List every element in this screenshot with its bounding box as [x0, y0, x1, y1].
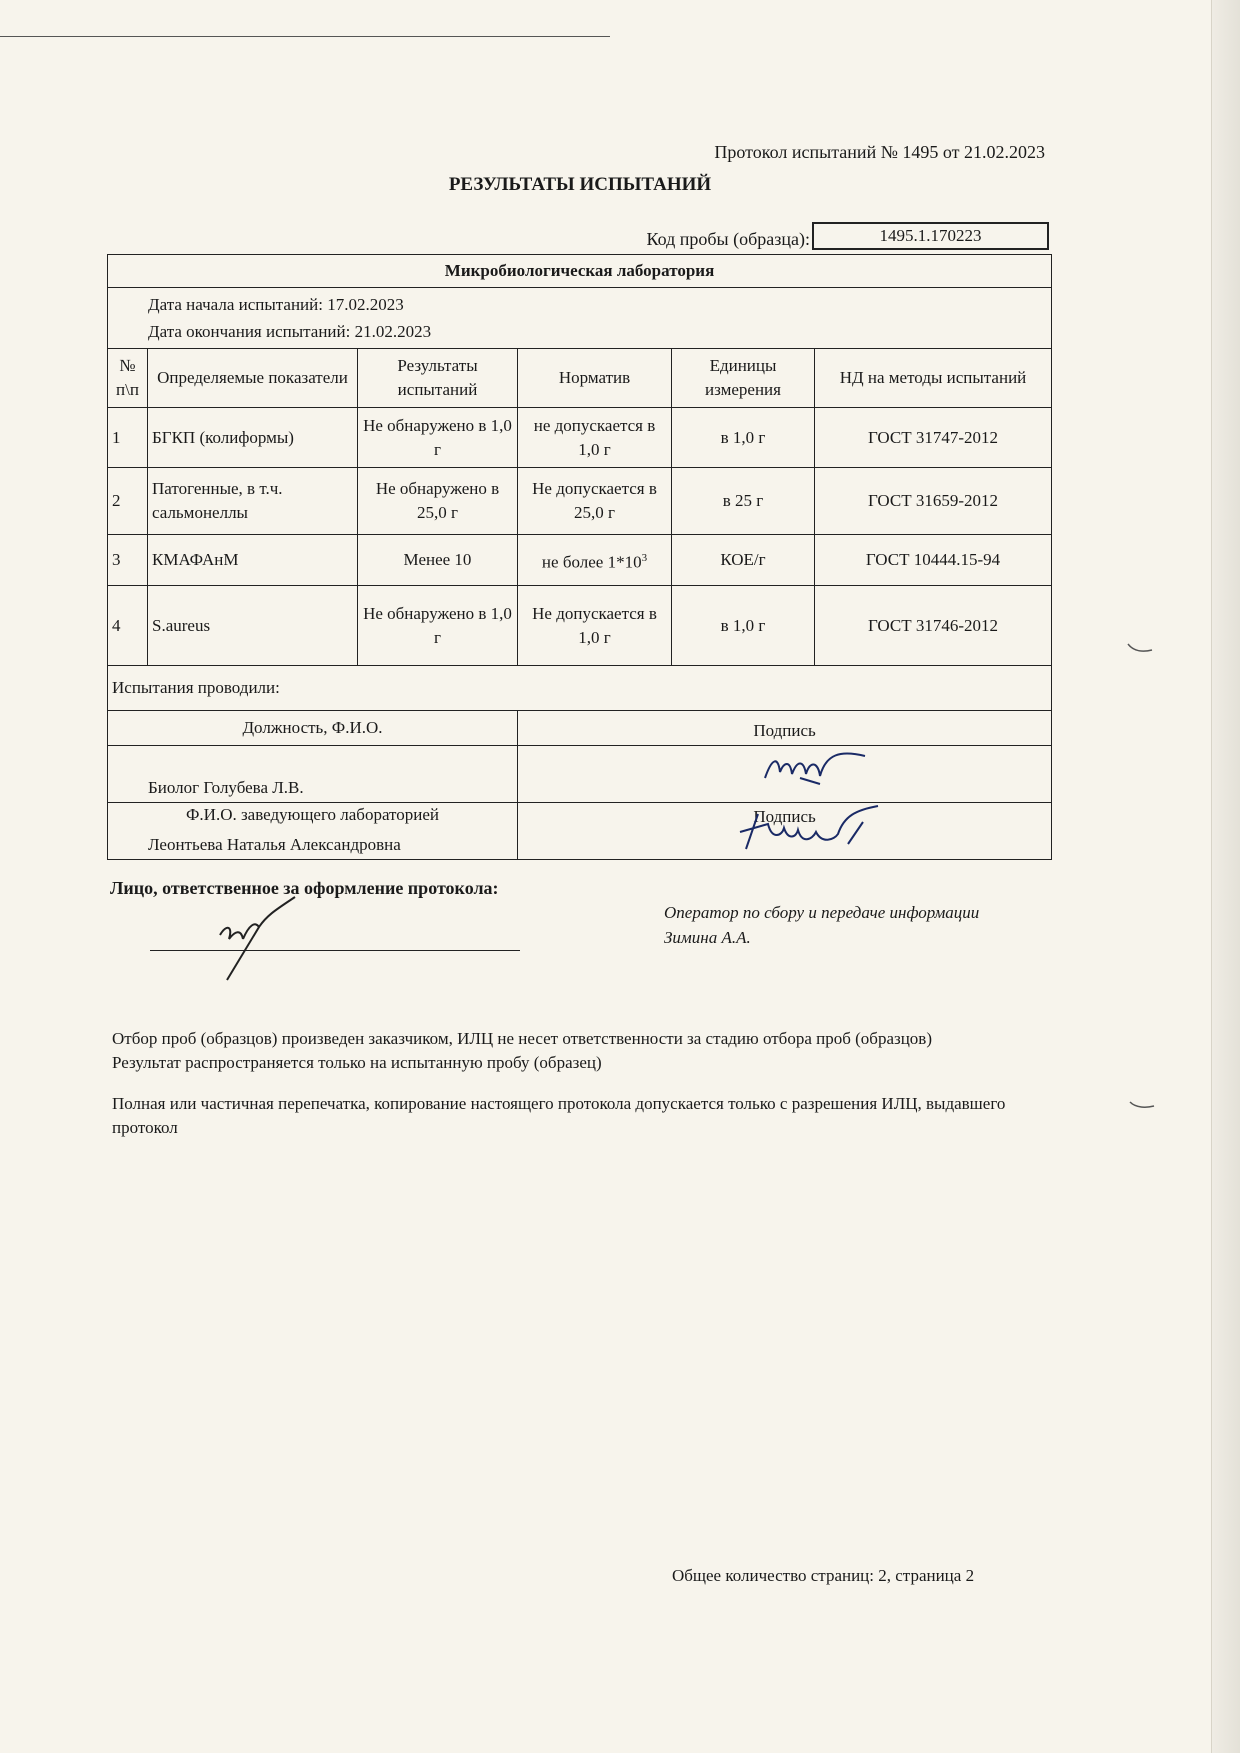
row-indicator: БГКП (колиформы) [148, 408, 358, 468]
table-row [108, 586, 1052, 666]
col-header-norm: Норматив [518, 349, 672, 408]
table-row [108, 468, 1052, 535]
row-method: ГОСТ 31659-2012 [815, 468, 1052, 535]
row-num: 2 [108, 468, 148, 535]
row-num: 4 [108, 586, 148, 666]
row-num: 1 [108, 408, 148, 468]
sample-code-box: 1495.1.170223 [812, 222, 1049, 250]
operator-title: Оператор по сбору и передаче информации [664, 903, 980, 922]
head-name: Леонтьева Наталья Александровна [148, 835, 401, 854]
responsible-signature-icon [215, 895, 305, 985]
tester-name: Биолог Голубева Л.В. [108, 746, 518, 803]
page-count: Общее количество страниц: 2, страница 2 [672, 1566, 975, 1585]
responsible-label: Лицо, ответственное за оформление протокола: [110, 878, 499, 898]
col-header-method: НД на методы испытаний [815, 349, 1052, 408]
row-result: Не обнаружено в 25,0 г [358, 468, 518, 535]
position-header: Должность, Ф.И.О. [108, 711, 518, 746]
tester-signature-icon [760, 748, 870, 788]
row-norm: Не допускается в 25,0 г [518, 468, 672, 535]
row-norm [518, 535, 672, 586]
lab-name: Микробиологическая лаборатория [108, 255, 1052, 288]
head-signature-header: Подпись [753, 807, 816, 826]
operator-name: Зимина А.А. [664, 928, 751, 947]
head-label: Ф.И.О. заведующего лабораторией [185, 805, 439, 824]
table-row [108, 535, 1052, 586]
row-unit: в 25 г [672, 468, 815, 535]
conducted-label: Испытания проводили: [108, 666, 1052, 711]
signature-header: Подпись [518, 711, 1052, 746]
note-result: Результат распространяется только на испытанную пробу (образец) [112, 1053, 602, 1072]
row-method: ГОСТ 10444.15-94 [815, 535, 1052, 586]
col-header-unit: Единицы измерения [672, 349, 815, 408]
sampling-note [112, 1027, 1052, 1075]
row-unit: КОЕ/г [672, 535, 815, 586]
end-date: Дата окончания испытаний: 21.02.2023 [148, 322, 432, 341]
table-header-row [108, 349, 1052, 408]
norm-base: не более 1*10 [541, 552, 642, 572]
col-header-indicator: Определяемые показатели [148, 349, 358, 408]
row-indicator: Патогенные, в т.ч. сальмонеллы [148, 468, 358, 535]
sample-code-label: Код пробы (образца): [646, 229, 810, 249]
results-table [107, 254, 1052, 860]
col-header-result: Результаты испытаний [358, 349, 518, 408]
protocol-number: Протокол испытаний № 1495 от 21.02.2023 [714, 142, 1045, 162]
scan-mark-icon [1128, 1100, 1156, 1110]
row-norm: не допускается в 1,0 г [518, 408, 672, 468]
row-unit: в 1,0 г [672, 586, 815, 666]
row-norm: Не допускается в 1,0 г [518, 586, 672, 666]
col-header-num: № п\п [108, 349, 148, 408]
test-dates [108, 288, 1052, 349]
norm-exponent: 3 [641, 551, 648, 564]
row-result: Менее 10 [358, 535, 518, 586]
scan-mark-icon [1126, 642, 1154, 654]
copy-note: Полная или частичная перепечатка, копирование настоящего протокола допускается только с разрешения ИЛЦ, выдавшего протокол [112, 1094, 1006, 1137]
top-rule [0, 36, 610, 37]
row-indicator: КМАФАнМ [148, 535, 358, 586]
row-method: ГОСТ 31746-2012 [815, 586, 1052, 666]
head-cell [108, 803, 518, 860]
row-indicator: S.aureus [148, 586, 358, 666]
head-signature-icon [738, 804, 888, 854]
operator-block [664, 900, 979, 950]
row-result: Не обнаружено в 1,0 г [358, 586, 518, 666]
row-result: Не обнаружено в 1,0 г [358, 408, 518, 468]
document-title: РЕЗУЛЬТАТЫ ИСПЫТАНИЙ [448, 174, 712, 195]
table-row [108, 408, 1052, 468]
scan-edge [1211, 0, 1240, 1753]
row-num: 3 [108, 535, 148, 586]
note-sampling: Отбор проб (образцов) произведен заказчиком, ИЛЦ не несет ответственности за стадию отбора проб (образцов) [112, 1029, 932, 1048]
row-method: ГОСТ 31747-2012 [815, 408, 1052, 468]
start-date: Дата начала испытаний: 17.02.2023 [148, 295, 404, 314]
row-unit: в 1,0 г [672, 408, 815, 468]
responsible-signature-line [150, 950, 520, 951]
